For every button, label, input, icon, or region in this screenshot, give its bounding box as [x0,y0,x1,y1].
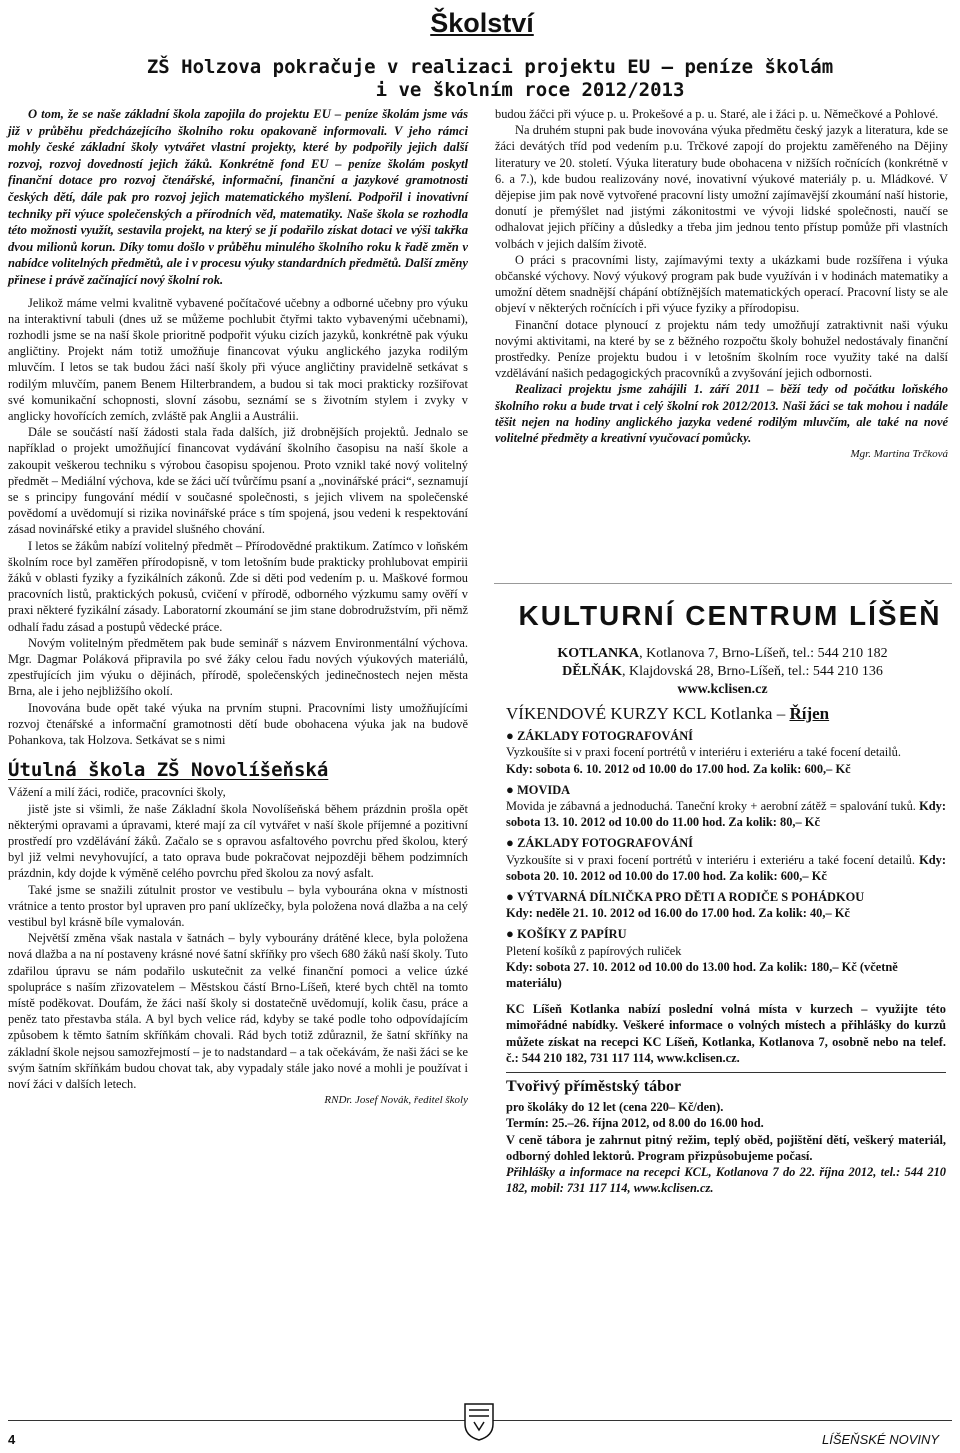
kc-courses-month: Říjen [789,704,830,723]
article1-signature: Mgr. Martina Trčková [850,448,948,461]
kc-venue-address: , Kotlanova 7, Brno-Líšeň, tel.: 544 210 182 [639,646,888,661]
course-info: Kdy: sobota 20. 10. 2012 od 10.00 do 17.00 hod. Za kolik: 600,– Kč [506,852,946,883]
course-description: Vyzkoušíte si v praxi focení portrétů v interiéru i exteriéru a také focení detailů. [506,745,901,760]
kc-addresses [510,645,935,699]
article1-para: Novým volitelným předmětem pak bude seminář s názvem Environmentální výchova. Mgr. Dagmar Poláková připravila po své žáky celou řadu nových výukových materiálů, zpestřujících jim výuku o dějinách, přírodě, společenských jedinečnostech nejen města Brna, ale i jeho nejbližšího okolí. [8,635,468,699]
article1-para: O práci s pracovními listy, zajímavými texty a ukázkami bude rozšířena i výuka občanské výchovy. Nový výukový program pak bude využíván i v hodinách matematiky a umožní dětem snadnější chápání obtížnějších matematických operací. Pracovní listy se ale objeví v některých ročnících i při výuce fyziky a přírodopisu. [495,252,948,316]
article1-para: Na druhém stupni pak bude inovována výuka předmětu český jazyk a literatura, kde se žáci devátých tříd pod vedením p.u. Trčkové zapojí do projektu zaměřeného na Dějiny literatury ve 20. století. Výuka literatury bude obohacena v nižších ročnících (konkrétně v 6. a 7.), kde budou realizovány nové, inovativní výukové materiály p. u. Mládkové. V dějepise jim pak nově vytvořené pracovní listy umožní zajímavější zkoumání naší historie, donutí je přemýšlet nad jistými zákonitostmi ve vývoji lidské společnosti, naučí se odhalovat jejich příčiny a důsledky a třeba jim jednou tento přístup pomůže při vlastních volbách v jejich dalším životě. [495,123,948,251]
course-info: Kdy: sobota 13. 10. 2012 od 10.00 do 11.00 hod. Za kolik: 80,– Kč [506,799,946,830]
course-description: Pletení košíků z papírových ruliček [506,943,682,958]
course-title: ● MOVIDA [506,782,946,798]
right-column [495,106,948,462]
course-info: Kdy: neděle 21. 10. 2012 od 16.00 do 17.00 hod. Za kolik: 40,– Kč [506,906,850,921]
course-title: ● KOŠÍKY Z PAPÍRU [506,926,946,942]
article1-para: budou žáčci při výuce p. u. Prokešové a p. u. Staré, ale i žáci p. u. Němečkové a Pohlové. [495,107,939,121]
kc-venue-name: DĚLŇÁK [562,664,622,679]
article2-para: jistě jste si všimli, že naše Základní škola Novolíšeňská během prázdnin prošla opět některými opravami a úpravami, které mají za cíl vytvářet v naší škole příjemné a pozitivní prostředí pro vzdělávání žáků. Začalo se s opravou asfaltového povrchu před školou, který byl již velmi nevyhovující, a tato oprava bude pokračovat nejpozději během podzimních prázdnin, kdy dojde k výměně celého povrchu před školou za nový asfalt. [8,801,468,881]
kc-venue-name: KOTLANKA [557,646,640,661]
kc-notice: KC Líšeň Kotlanka nabízí poslední volná místa v kurzech – využijte této mimořádné nabídky. Veškeré informace o volných místech a přihlášky do kurzů můžete získat na recepci KC Líšeň, Kotlanka, Kotlanova 7, osobně nebo na telef. č.: 544 210 182, 731 117 114, www.kclisen.cz. [506,1002,946,1065]
camp-line: pro školáky do 12 let (cena 220– Kč/den). [506,1100,724,1115]
kc-logo: KULTURNÍ CENTRUM LÍŠEŇ [518,600,942,631]
article1-para: I letos se žákům nabízí volitelný předmět – Přírodovědné praktikum. Zatímco v loňském školním roce byl zaměřen přírodopisně, v tom letošním bude prakticky prohlubovat empirii žáků v oblasti fyziky a fyzikálních zákonů. Zde si děti pod vedením p. u. Maškové formou pracovních listů, praktických pokusů, cvičení v přírodě, odborného výzkumu samy ověří v praxi některé fyzikální zásady. Laboratorní zkoumání se jim stane dobrodružstvím, při němž odhalí řadu zásad a postupů vědecké práce. [8,538,468,634]
camp-line: Přihlášky a informace na recepci KCL, Kotlanova 7 do 22. října 2012, tel.: 544 210 182, mobil: 731 117 114, www.kclisen.cz. [506,1165,946,1196]
article1-para: Dále se součástí naší žádosti stala řada dalších, již drobnějších projektů. Jednalo se například o projekt umožňující financovat vydávání školního časopisu na naší škole a zakoupit veškerou techniku s výrobou časopisu spojenou. Proto vznikl také nový volitelný předmět – Mediální výchova, kde se žáci učí tvůrčímu psaní a „novinářské práci“, seznamují se s principy fungování médií v současné společnosti, s jejich vlivem na společenské povědomí a uvědomují si rizika novinářské práce s tím spojená, jsou vedeni k respektování zásad novinářské etiky a pravidel slušného chování. [8,425,469,537]
course-title: ● VÝTVARNÁ DÍLNIČKA PRO DĚTI A RODIČE S POHÁDKOU [506,889,946,905]
article2-title: Útulná škola ZŠ Novolíšeňská [8,759,329,782]
course-title: ● ZÁKLADY FOTOGRAFOVÁNÍ [506,835,946,851]
kc-courses-heading: VÍKENDOVÉ KURZY KCL Kotlanka – [506,704,790,723]
kc-website[interactable]: www.kclisen.cz [677,682,768,697]
page-number: 4 [8,1432,16,1447]
kc-venue-address: , Klajdovská 28, Brno-Líšeň, tel.: 544 210 136 [621,664,883,679]
kc-courses [506,706,946,1196]
article1-para: Finanční dotace plynoucí z projektu nám tedy umožňují zatraktivnit naši výuku novými aktivitami, na které by se z běžného rozpočtu školy bohužel nedostávaly finanční prostředky. Peníze projektu budou i v letošním školním roce využity také na další vzdělávání našich pedagogických pracovníků a zvyšování jejich odbornosti. [495,317,948,381]
headline-line2: i ve školním roce 2012/2013 [375,79,685,101]
coat-of-arms-icon [463,1402,495,1442]
section-title: Školství [430,8,534,38]
headline-line1: ZŠ Holzova pokračuje v realizaci projektu EU – peníze školám [146,56,834,78]
article1-conclusion: Realizaci projektu jsme zahájili 1. září 2011 – běží tedy od počátku loňského školního roku a bude trvat i celý školní rok 2012/2013. Naši žáci se tak mohou i nadále těšit nejen na hodiny anglického jazyka vedené rodilým mluvčím, ale také na nové volitelné předměty a kreativní vyučovací pomůcky. [495,382,948,446]
article2-greeting: Vážení a milí žáci, rodiče, pracovníci školy, [8,785,226,800]
camp-line: Termín: 25.–26. října 2012, od 8.00 do 16.00 hod. [506,1116,764,1131]
course-title: ● ZÁKLADY FOTOGRAFOVÁNÍ [506,728,946,744]
article2-signature: RNDr. Josef Novák, ředitel školy [324,1094,468,1107]
course-description: Movida je zábavná a jednoduchá. Taneční kroky + aerobní zátěž = spalování tuků. [506,799,916,814]
camp-title: Tvořivý příměstský tábor [506,1078,682,1096]
course-info: Kdy: sobota 27. 10. 2012 od 10.00 do 13.00 hod. Za kolik: 180,– Kč (včetně materiálu) [506,959,898,991]
course-description: Vyzkoušíte si v praxi focení portrétů v interiéru i exteriéru a také focení detailů. [506,852,915,867]
left-column [8,106,468,1108]
article1-lead: O tom, že se naše základní škola zapojila do projektu EU – peníze školám jsme vás již v průběhu předcházejícího školního roku opakovaně informovali. V jeho rámci mohly české základní školy vytvářet vlastní projekty, které by podpořily jejich další rozvoj, rozvoj dovedností jejich žáků. Konkrétně fond EU – peníze školám poskytl finanční dotace pro rozvoj čtenářské, informační, finanční a jazykové gramotnosti českých dětí, dále pak pro rozvoj jejich matematického myšlení. Podpořil i inovativní techniky při výuce společenských a přírodních věd, matematiky. Naše škola se rozhodla této možnosti využít, sestavila projekt, na který se jí podařilo získat dotaci ve výši takřka dvou milionů korun. Díky tomu došlo v průběhu minulého školního roku k řadě změn v nabídce volitelných předmětů, ale i v procesu výuky standardních předmětů. Další změny přinese i právě začínající nový školní rok. [8,107,468,287]
camp-line: V ceně tábora je zahrnut pitný režim, teplý oběd, pojištění dětí, veškerý materiál, odborný dohled lektorů. Program přizpůsobujeme počasí. [506,1132,946,1163]
article1-para: Jelikož máme velmi kvalitně vybavené počítačové učebny a odborné učebny pro výuku na interaktivní tabuli (dnes už se můžeme pochlubit čtyřmi takto vybavenými učebnami), rozhodli jsme se na naší škole prioritně podpořit výuku cizích jazyků, konkrétně pak výuku angličtiny. Projekt nám totiž umožňuje financovat výuku anglického jazyka rodilým mluvčím. I letos se tak budou žáci naší školy při výuce angličtiny pravidelně setkávat s rodilým mluvčím, panem Benem Hilterbrandem, a budou si tak moci prakticky rozšiřovat své komunikační schopnosti, slovní zásobu, seznámí se s životním stylem i zvyky v anglicky hovořících zemích, zvláště pak Anglii a Austrálii. [8,295,468,423]
article2-para: Největší změna však nastala v šatnách – byly vybourány drátěné klece, byla položena nová dlažba a na ní postaveny krásné nové šatní skříňky pro všech 680 žáků naší školy. Tuto zdařilou úpravu se nám podařilo uskutečnit za velké finanční pomoci a velice úzké spolupráce s naším zřizovatelem – Městskou částí Brno-Líšeň, které bych chtěl na tomto místě poděkovat. Doufám, že žáci naší školy si dostatečně uvědomují, kolik času, práce a peněz tato přestavba stála. A byl bych velice rád, kdyby se také podle toho odpovídajícím způsobem k těmto šatním skříňkám chovali. Rád bych totiž zdůraznil, že šatní skříňky na základní škole nejsou samozřejmostí – je to nadstandard – a tak očekávám, že naši žáci se ke svým šatním skříňkám budou chovat tak, aby vypadaly stále jako nové a mohli je používat i noví žáci v dalších letech. [8,931,469,1092]
divider [506,1072,946,1073]
newspaper-title: LÍŠEŇSKÉ NOVINY [822,1432,940,1447]
article1-para: Inovována bude opět také výuka na prvním stupni. Pracovními listy umožňujícími rozvoj čtenářské a informační gramotnosti dětí bude obohacena výuka jak na budově Pohankova, tak Holzova. Setkávat se s nimi [8,700,468,748]
course-info: Kdy: sobota 6. 10. 2012 od 10.00 do 17.00 hod. Za kolik: 600,– Kč [506,761,851,776]
article2-para: Také jsme se snažili zútulnit prostor ve vestibulu – byla vybourána okna v místnosti vrátnice a tento prostor byl upraven pro paní uklízečky, byla položena nová dlažba a na celý vestibul byl krásně bíle vymalován. [8,882,468,930]
